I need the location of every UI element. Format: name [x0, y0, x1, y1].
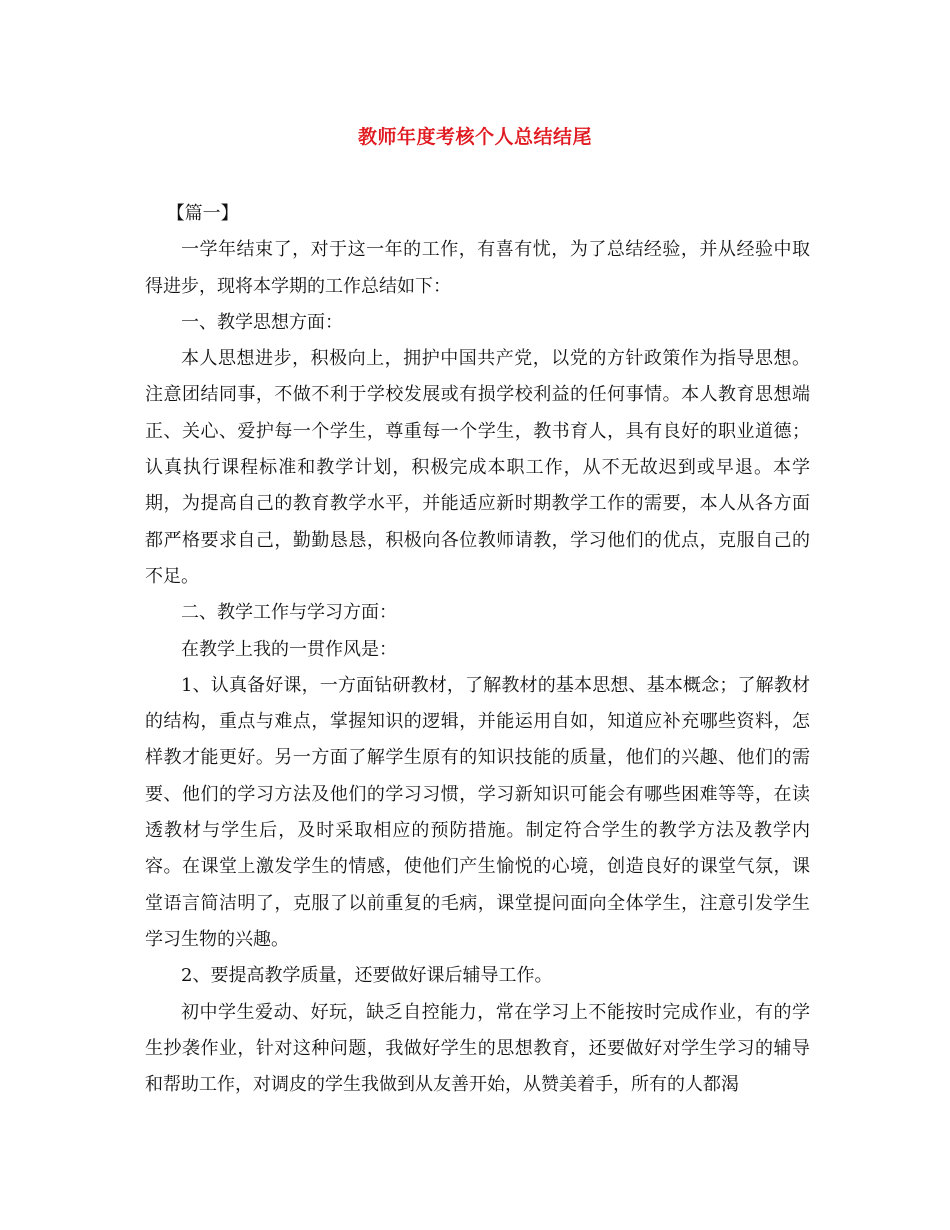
paragraph-lesson-prep: 1、认真备好课，一方面钻研教材，了解教材的基本思想、基本概念；了解教材的结构，重点与难点，掌握知识的逻辑，并能运用自如，知道应补充哪些资料，怎样教才能更好。另一方面了解学生原有的知识技能的质量，他们的兴趣、他们的需要、他们的学习方法及他们的学习习惯，学习新知识可能会有哪些困难等等，在读透教材与学生后，及时采取相应的预防措施。制定符合学生的教学方法及教学内容。在课堂上激发学生的情感，使他们产生愉悦的心境，创造良好的课堂气氛，课堂语言简洁明了，克服了以前重复的毛病，课堂提问面向全体学生，注意引发学生学习生物的兴趣。: [145, 674, 810, 950]
paragraph-students: 初中学生爱动、好玩，缺乏自控能力，常在学习上不能按时完成作业，有的学生抄袭作业，针对这种问题，我做好学生的思想教育，还要做好对学生学习的辅导和帮助工作，对调皮的学生我做到从友善开始，从赞美着手，所有的人都渴: [145, 1001, 810, 1096]
section-label: 【篇一】: [166, 203, 239, 224]
document-body: [145, 196, 810, 1103]
heading-teaching-thought: 一、教学思想方面：: [181, 311, 343, 333]
heading-teaching-work: 二、教学工作与学习方面：: [181, 602, 397, 624]
paragraph-tutoring: 2、要提高教学质量，还要做好课后辅导工作。: [181, 965, 553, 987]
paragraph-teaching-thought: 本人思想进步，积极向上，拥护中国共产党，以党的方针政策作为指导思想。注意团结同事，不做不利于学校发展或有损学校利益的任何事情。本人教育思想端正、关心、爱护每一个学生，尊重每一个学生，教书育人，具有良好的职业道德；认真执行课程标准和教学计划，积极完成本职工作，从不无故迟到或早退。本学期，为提高自己的教育教学水平，并能适应新时期教学工作的需要，本人从各方面都严格要求自己，勤勤恳恳，积极向各位教师请教，学习他们的优点，克服自己的不足。: [145, 348, 810, 587]
document-title: 教师年度考核个人总结结尾: [357, 126, 592, 148]
paragraph-teaching-style: 在教学上我的一贯作风是：: [181, 638, 397, 660]
paragraph-intro: 一学年结束了，对于这一年的工作，有喜有忧，为了总结经验，并从经验中取得进步，现将本学期的工作总结如下：: [145, 239, 810, 297]
